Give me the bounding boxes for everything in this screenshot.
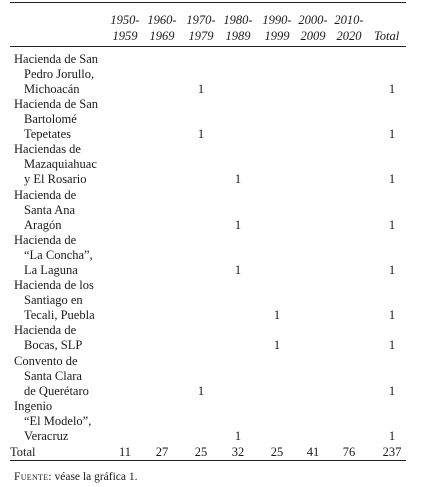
row-total-cell: 1 <box>388 384 396 398</box>
total-column-header: Total <box>374 29 400 43</box>
column-total-cell: 25 <box>270 445 284 459</box>
totals-label: Total <box>10 445 36 459</box>
row-label-line: Bocas, SLP <box>24 338 83 352</box>
row-label-line: Tepetates <box>24 127 72 141</box>
row-total-cell: 1 <box>388 218 396 232</box>
column-header-line1: 1950- <box>110 13 140 27</box>
table-cell: 1 <box>197 127 205 141</box>
row-label-line: y El Rosario <box>24 172 87 186</box>
table-cell: 1 <box>273 308 281 322</box>
column-total-cell: 32 <box>231 445 245 459</box>
row-label-line: Convento de <box>14 354 78 368</box>
row-label-line: Hacienda de <box>14 233 77 247</box>
column-header-line2: 1999 <box>264 29 290 43</box>
table-cell: 1 <box>234 218 242 232</box>
row-label <box>14 278 114 323</box>
row-label <box>14 233 114 278</box>
row-label-line: Hacienda de los <box>14 278 94 292</box>
row-total-cell: 1 <box>388 338 396 352</box>
row-label-line: Hacienda de <box>14 188 77 202</box>
column-header <box>181 12 221 44</box>
row-total-cell: 1 <box>388 429 396 443</box>
top-rule <box>10 2 406 3</box>
source-note <box>14 470 138 484</box>
column-header <box>329 12 369 44</box>
row-label-line: Aragón <box>24 218 62 232</box>
table-cell: 1 <box>234 263 242 277</box>
row-label-line: Mazaquiahuac <box>24 157 97 171</box>
source-prefix: Fuente <box>14 471 49 483</box>
row-label <box>14 188 114 233</box>
column-header-line1: 1970- <box>186 13 216 27</box>
column-header <box>105 12 145 44</box>
row-total-cell: 1 <box>388 127 396 141</box>
row-total-cell: 1 <box>388 263 396 277</box>
column-header-line1: 1990- <box>262 13 292 27</box>
row-label <box>14 354 114 399</box>
row-label-line: Santa Ana <box>24 203 76 217</box>
row-total-cell: 1 <box>388 308 396 322</box>
column-total-cell: 25 <box>194 445 208 459</box>
row-label-line: “El Modelo”, <box>24 414 92 428</box>
row-label <box>14 52 114 97</box>
header-rule <box>10 46 406 47</box>
column-header <box>218 12 258 44</box>
table-cell: 1 <box>273 338 281 352</box>
column-header <box>257 12 297 44</box>
row-label-line: La Laguna <box>24 263 78 277</box>
row-label-line: Hacienda de San <box>14 52 98 66</box>
column-header <box>293 12 333 44</box>
row-total-cell: 1 <box>388 172 396 186</box>
row-label-line: Santa Clara <box>24 369 82 383</box>
table-cell: 1 <box>197 384 205 398</box>
footer-rule <box>10 460 406 461</box>
column-total-cell: 41 <box>306 445 320 459</box>
table-cell: 1 <box>234 429 242 443</box>
grand-total-cell: 237 <box>382 445 402 459</box>
row-label-line: Haciendas de <box>14 142 81 156</box>
column-header-line1: 2010- <box>334 13 364 27</box>
row-label-line: Ingenio <box>14 399 53 413</box>
column-header-line1: 2000- <box>298 13 328 27</box>
column-total-cell: 27 <box>155 445 169 459</box>
row-label-line: Michoacán <box>24 82 80 96</box>
column-header-line1: 1980- <box>223 13 253 27</box>
row-total-cell: 1 <box>388 82 396 96</box>
row-label <box>14 323 114 353</box>
row-label-line: Hacienda de <box>14 323 77 337</box>
row-label-line: “La Concha”, <box>24 248 93 262</box>
row-label-line: Tecali, Puebla <box>24 308 95 322</box>
row-label-line: Veracruz <box>24 429 69 443</box>
table-cell: 1 <box>197 82 205 96</box>
column-total-cell: 11 <box>118 445 132 459</box>
column-header-line1: 1960- <box>147 13 177 27</box>
column-header-line2: 1969 <box>149 29 175 43</box>
column-header-line2: 1959 <box>112 29 138 43</box>
row-label-line: de Querétaro <box>24 384 89 398</box>
row-label <box>14 142 114 187</box>
source-text: : véase la gráfica 1. <box>48 471 138 483</box>
column-header <box>142 12 182 44</box>
column-header-line2: 1989 <box>225 29 251 43</box>
column-header-line2: 2020 <box>336 29 362 43</box>
row-label <box>14 97 114 142</box>
column-total-cell: 76 <box>342 445 356 459</box>
row-label-line: Hacienda de San <box>14 97 98 111</box>
row-label <box>14 399 114 444</box>
column-header-line2: 2009 <box>300 29 326 43</box>
table-cell: 1 <box>234 172 242 186</box>
row-label-line: Santiago en <box>24 293 83 307</box>
row-label-line: Bartolomé <box>24 112 77 126</box>
row-label-line: Pedro Jorullo, <box>24 67 95 81</box>
column-header-line2: 1979 <box>188 29 214 43</box>
